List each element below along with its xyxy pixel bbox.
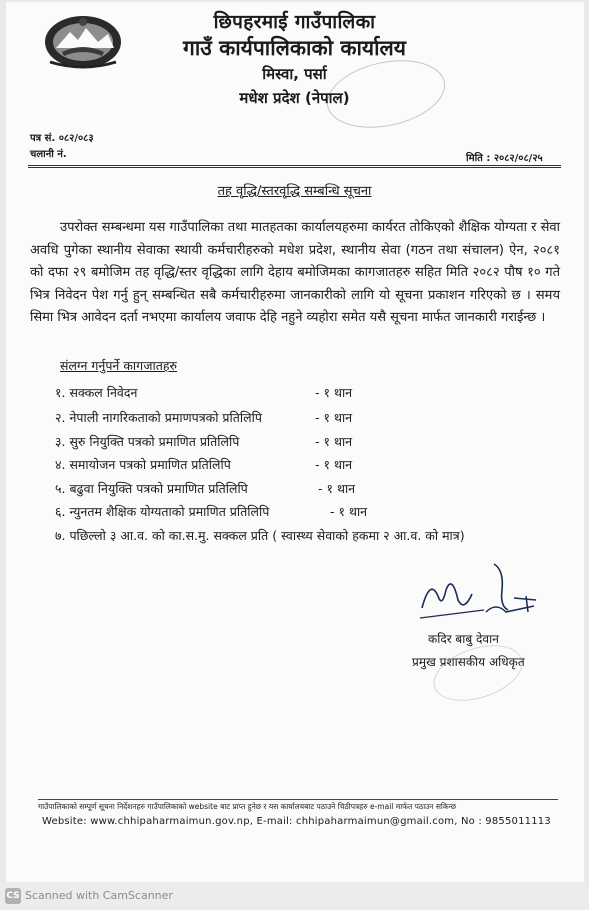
enclosure-quantity: - १ थान bbox=[315, 385, 353, 400]
signatory-title: प्रमुख प्रशासकीय अधिकृत bbox=[412, 655, 525, 669]
footer-note: गाउँपालिकाको सम्पूर्ण सूचना निर्देशनहरु गाउँपालिकाको website बाट प्राप्त हुनेछ र यस कार्यालयबाट पठाउने चिठीपत्रहरु e-mail मार्फत पठाउन सकिन्छ bbox=[38, 802, 457, 811]
enclosure-item: ५. बढुवा नियुक्ति पत्रको प्रमाणित प्रतिलिपि bbox=[55, 481, 248, 496]
enclosure-item: ३. सुरु नियुक्ति पत्रको प्रमाणित प्रतिलिपि bbox=[55, 434, 240, 449]
signatory-name: कदिर बाबु देवान bbox=[428, 632, 499, 646]
enclosure-quantity: - १ थान bbox=[315, 457, 353, 472]
camscanner-logo-icon: CS bbox=[5, 888, 21, 904]
enclosure-item: ४. समायोजन पत्रको प्रमाणित प्रतिलिपि bbox=[55, 457, 231, 472]
enclosures-heading: संलग्न गर्नुपर्ने कागजातहरु bbox=[60, 358, 177, 373]
letter-number: पत्र सं. ०८२/०८३ bbox=[30, 133, 94, 144]
enclosure-quantity: - १ थान bbox=[315, 410, 353, 425]
municipality-name: छिपहरमाई गाउँपालिका bbox=[213, 11, 376, 33]
office-name: गाउँ कार्यपालिकाको कार्यालय bbox=[183, 36, 406, 60]
enclosure-quantity: - १ थान bbox=[318, 481, 356, 496]
handwritten-signature bbox=[416, 560, 546, 622]
letter-date: मिति : २०८२/०८/२५ bbox=[466, 153, 543, 164]
enclosure-item: २. नेपाली नागरिकताको प्रमाणपत्रको प्रतिलिपि bbox=[55, 410, 262, 425]
dispatch-number: चलानी नं. bbox=[30, 149, 67, 160]
enclosure-item: ७. पछिल्लो ३ आ.व. को का.स.मु. सक्कल प्रति ( स्वास्थ्य सेवाको हकमा २ आ.व. को मात्र) bbox=[55, 528, 465, 543]
header-divider bbox=[28, 165, 561, 166]
office-location: मिस्वा, पर्सा bbox=[262, 65, 327, 83]
header-divider-second bbox=[28, 167, 561, 168]
enclosure-item: १. सक्कल निवेदन bbox=[55, 385, 138, 400]
enclosure-item: ६. न्युनतम शैक्षिक योग्यताको प्रमाणित प्रतिलिपि bbox=[55, 504, 270, 519]
footer-contact: Website: www.chhipaharmaimun.gov.np, E-mail: chhipaharmaimun@gmail.com, No : 9855011113 bbox=[42, 816, 551, 827]
enclosure-quantity: - १ थान bbox=[330, 504, 368, 519]
scanner-watermark-text: Scanned with CamScanner bbox=[25, 889, 173, 902]
notice-body: उपरोक्त सम्बन्धमा यस गाउँपालिका तथा मातहतका कार्यालयहरुमा कार्यरत तोकिएको शैक्षिक योग्यता र सेवा अवधि पुगेका स्थानीय सेवाका स्थायी कर्मचारीहरुको मधेश प्रदेश, स्थानीय सेवा (गठन तथा संचालन) ऐन, २०८१ को दफा २९ बमोजिम तह वृद्धि/स्तर वृद्धिका लागि देहाय बमोजिमका कागजातहरु सहित मिति २०८२ पौष १० गते भित्र निवेदन पेश गर्नु हुन् सम्बन्धित सबै कर्मचारीहरुमा जानकारीको लागि यो सूचना प्रकाशन गरिएको छ । समय सिमा भित्र आवेदन दर्ता नभएमा कार्यालय जवाफ देहि नहुने व्यहोरा समेत यसै सूचना मार्फत जानकारी गराईन्छ । bbox=[30, 220, 560, 325]
scanner-watermark-bar bbox=[0, 882, 589, 910]
notice-subject: तह वृद्धि/स्तरवृद्धि सम्बन्धि सूचना bbox=[217, 184, 372, 199]
province-name: मधेश प्रदेश (नेपाल) bbox=[239, 89, 350, 107]
footer-divider bbox=[38, 799, 558, 800]
enclosure-quantity: - १ थान bbox=[315, 434, 353, 449]
